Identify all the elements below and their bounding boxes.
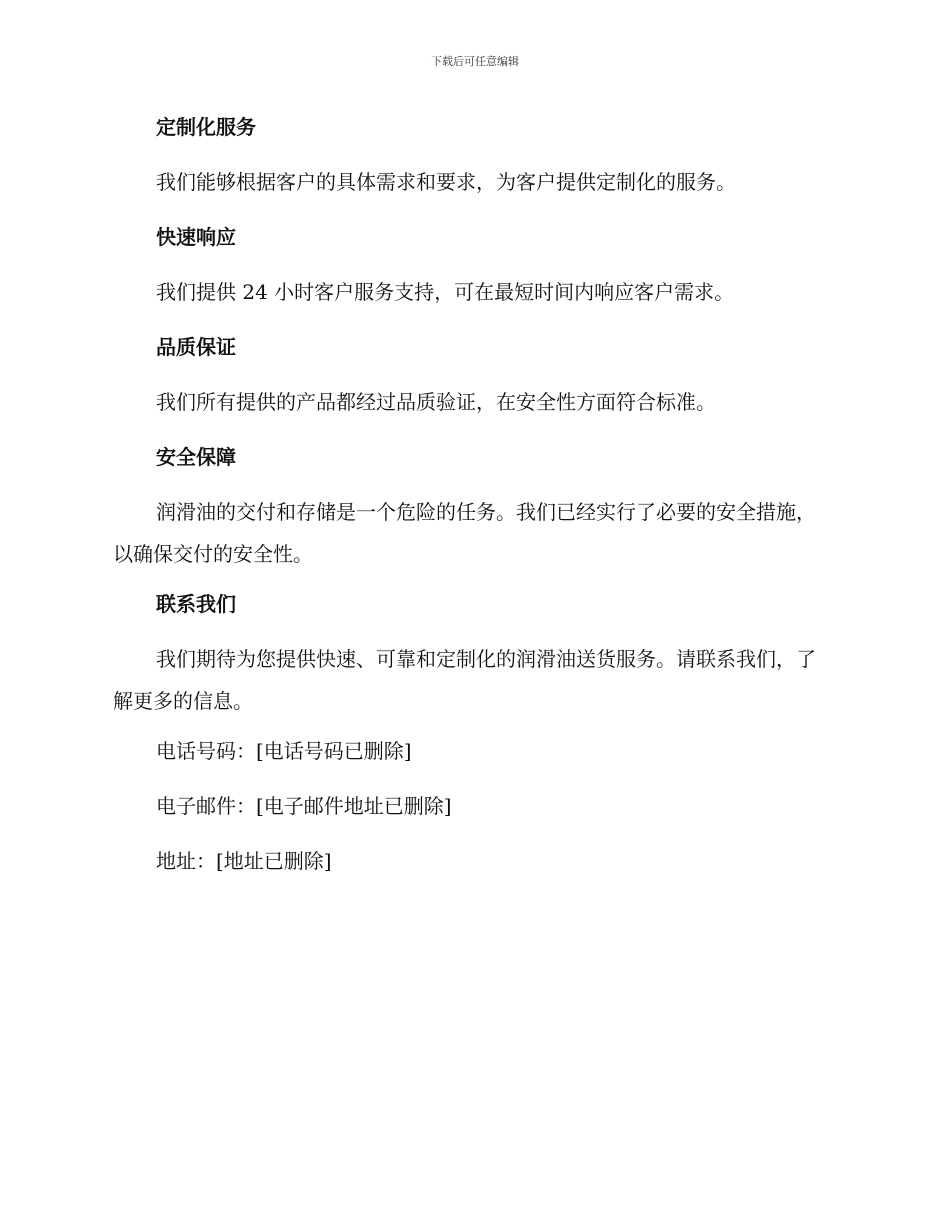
section-body-contact: 我们期待为您提供快速、可靠和定制化的润滑油送货服务。请联系我们，了解更多的信息。 [113,647,816,713]
section-heading-customization: 定制化服务 [156,115,256,139]
contact-email: 电子邮件：[电子邮件地址已删除] [156,794,452,818]
section-body-customization: 我们能够根据客户的具体需求和要求，为客户提供定制化的服务。 [156,170,736,194]
section-body-quality: 我们所有提供的产品都经过品质验证，在安全性方面符合标准。 [156,390,716,414]
document-body [113,112,833,901]
section-heading-fast-response: 快速响应 [156,225,236,249]
contact-phone: 电话号码：[电话号码已删除] [156,739,412,763]
section-heading-contact: 联系我们 [156,592,236,616]
section-body-fast-response: 我们提供 24 小时客户服务支持，可在最短时间内响应客户需求。 [156,280,735,304]
section-body-safety: 润滑油的交付和存储是一个危险的任务。我们已经实行了必要的安全措施，以确保交付的安全性。 [113,500,816,566]
section-heading-safety: 安全保障 [156,445,236,469]
page-header: 下载后可任意编辑 [431,55,519,68]
contact-address: 地址：[地址已删除] [156,849,332,873]
section-heading-quality: 品质保证 [156,335,236,359]
